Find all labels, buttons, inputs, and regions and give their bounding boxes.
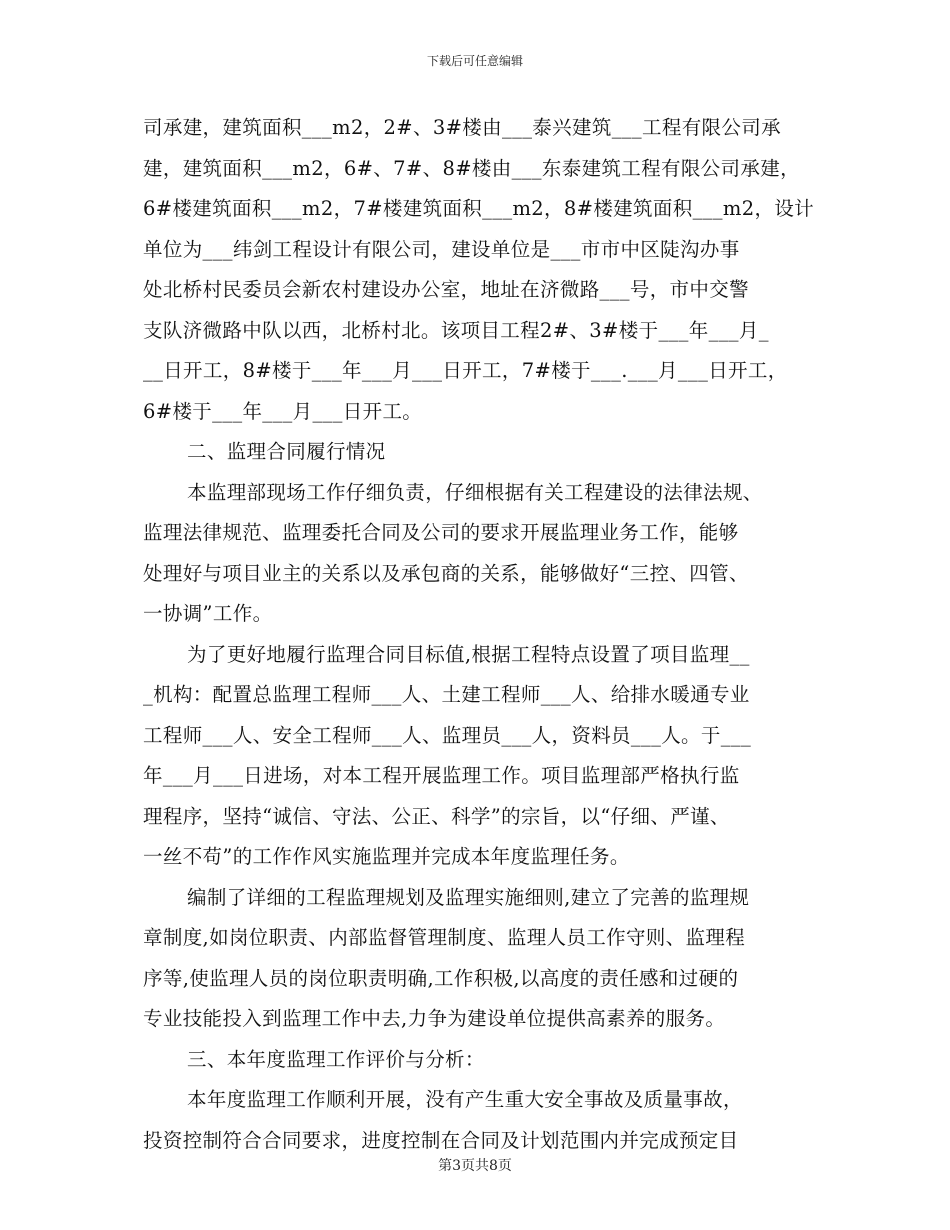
text-line: 处理好与项目业主的关系以及承包商的关系，能够做好“三控、四管、 (143, 561, 749, 585)
text-line: 6#楼于___年___月___日开工。 (143, 399, 423, 423)
text-line: 一丝不苟”的工作作风实施监理并完成本年度监理任务。 (143, 845, 630, 868)
text-line: 一协调”工作。 (143, 602, 273, 625)
text-line: 编制了详细的工程监理规划及监理实施细则,建立了完善的监理规 (187, 885, 750, 909)
text-line: 建，建筑面积___m2，6#、7#、8#楼由___东泰建筑工程有限公司承建， (143, 156, 800, 180)
text-line: _机构：配置总监理工程师___人、土建工程师___人、给排水暖通专业 (143, 683, 750, 706)
text-line: 单位为___纬剑工程设计有限公司，建设单位是___市市中区陡沟办事 (143, 237, 740, 261)
document-body (143, 108, 815, 1161)
page-number: 第3页共8页 (438, 1158, 512, 1174)
text-line: 理程序，坚持“诚信、守法、公正、科学”的宗旨，以“仔细、严谨、 (143, 804, 730, 828)
text-line: 投资控制符合合同要求，进度控制在合同及计划范围内并完成预定目 (143, 1128, 739, 1152)
text-line: 支队济微路中队以西，北桥村北。该项目工程2#、3#楼于___年___月_ (143, 318, 769, 342)
text-line: 序等,使监理人员的岗位职责明确,工作积极,以高度的责任感和过硬的 (143, 966, 739, 990)
text-line: 章制度,如岗位职责、内部监督管理制度、监理人员工作守则、监理程 (143, 926, 746, 949)
section-heading: 三、本年度监理工作评价与分析： (187, 1047, 485, 1071)
text-line: 6#楼建筑面积___m2，7#楼建筑面积___m2，8#楼建筑面积___m2，设计 (143, 197, 815, 220)
text-line: 监理法律规范、监理委托合同及公司的要求开展监理业务工作，能够 (143, 521, 739, 544)
text-line: 本年度监理工作顺利开展，没有产生重大安全事故及质量事故， (187, 1088, 743, 1111)
text-line: 本监理部现场工作仔细负责，仔细根据有关工程建设的法律法规、 (187, 480, 763, 504)
text-line: 年___月___日进场，对本工程开展监理工作。项目监理部严格执行监 (143, 764, 740, 787)
text-line: __日开工，8#楼于___年___月___日开工，7#楼于___.___月___日开工， (143, 359, 788, 382)
text-line: 司承建，建筑面积___m2，2#、3#楼由___泰兴建筑___工程有限公司承 (143, 116, 781, 139)
text-line: 工程师___人、安全工程师___人、监理员___人，资料员___人。于___ (143, 723, 752, 747)
text-line: 专业技能投入到监理工作中去,力争为建设单位提供高素养的服务。 (143, 1007, 726, 1030)
text-line: 为了更好地履行监理合同目标值,根据工程特点设置了项目监理__ (187, 642, 750, 666)
page-header: 下载后可任意编辑 (426, 54, 523, 68)
section-heading: 二、监理合同履行情况 (187, 440, 386, 463)
text-line: 处北桥村民委员会新农村建设办公室，地址在济微路___号，市中交警 (143, 278, 749, 301)
